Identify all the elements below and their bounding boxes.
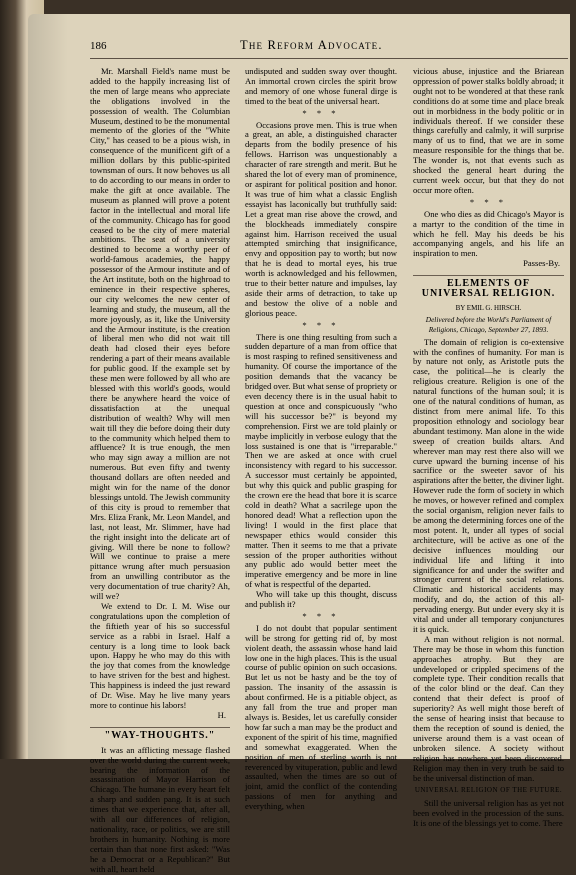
publication-title: The Reform Advocate. — [240, 38, 383, 52]
paragraph: vicious abuse, injustice and the Briarean oppression of power stalks boldly abroad; it ought not to be wondered at that these rank conditions do at some time and place break out in morbidness in the body politic or in individuals thereof. If we consider these things carefully and calmly, it will surprise many of us to find, that we are in some measure responsible for the things that be. The wonder is, not that events such as shocked the general heart during the current week occur, but that they do not occur more often. — [413, 66, 564, 195]
column-2 — [245, 66, 397, 812]
paragraph: I do not doubt that popular sentiment will be strong for getting rid of, by most violent death, the assassin whose hand laid low one in the high places. This is the usual course of public opinion on such occasions. But let us not be hasty and be the toy of passion. The insanity of the assassin is about confirmed. He is a pitiable object, as any fall from the true and proper man always is. Besides, let us carefully consider how far such a man may be the product and exponent of the spirit of his time, magnified and somewhat exaggerated. When the position of men of sterling worth is not reverenced by vituperation, public and lewd assaulted, when the times are so out of joint, amid the conflict of the contending passions of men for anything and everything, when — [245, 622, 397, 812]
section-title: ELEMENTS OF UNIVERSAL RELIGION. — [413, 275, 564, 299]
section-divider: * * * — [302, 107, 340, 118]
paragraph: Mr. Marshall Field's name must be added to the happily increasing list of the men of large means who appreciate the obligations involved in the possession of wealth. The Columbian Museum, destined to be the monumental memento of the glories of the "White City," has ceased to be a pious wish, in consequence of the munificent gift of a million dollars by this public-spirited townsman of ours. It now behoves us all to do according to our means in order to make the gift at once available. The museum as planned will prove a potent factor in the intellectual and moral life of the community. Chicago has for good ceased to be the city of mere material ambitions. The seat of a university destined to become a worthy peer of world-famous academies, the happy possessor of the Armour institute and of the Art institute, both on the highroad to eminence in their respective spheres, our city welcomes the new center of learning and study, the museum, all the more joyously, as it, like the University and the Armour institute, is the creation of liberal men who did not wait till death had closed their eyes before rendering a part of their means available for public good. If the example set by these men were followed by all who are blessed with this world's goods, would there be anywhere heard the voice of dissatisfaction at the unequal distribution of wealth? Why will men wait till they die before doing their duty to the community which helped them to affluence? It is true enough, the men who may sign away a million are not numerous. But even fifty and twenty thousand dollars are often needed and might win for the name of the donor blessings untold. The Jewish community of this city is proud to remember that Mrs. Eliza Frank, Mr. Leon Mandel, and last, not least, Mr. Slimmer, have had the right insight into the delicate art of giving. Will there be none to follow? Will we continue to praise a mere pittance wrung after much persuasion from an unwilling contributor as the very documentation of true charity? Ah, will we? — [90, 66, 230, 602]
paragraph: Occasions prove men. This is true when a great, an able, a distinguished character departs from the bodily presence of his fellows. Harrison was unquestionably a character of rare strength and merit. But he shared the lot of every man of prominence, or aspirant for political position and honor. It was true of him what a classic English essayist has laconically but truthfully said: Let a great man rise above the crowd, and the blockheads immediately conspire against him. Harrison received the usual attempted smirching that insignificance, envy and opposition pay to worth; but now that he is dead to mortal eyes, his true worth is acknowledged and his fellowmen, true to their better nature and impulses, lay aside their arms of detraction, to take up and bestow the olive of a noble and glorious peace. — [245, 119, 397, 318]
paragraph: It was an afflicting message flashed over the world during the current week, bearing the information of the assassination of Mayor Harrison of Chicago. The humane in every heart felt a sharp and sudden pang. It is at such times that we experience that, after all, with all our differences of religion, nationality, race, or politics, we are still brothers in humanity. Nothing is more certain than that none first asked: "Was he a Democrat or a Republican?" But with all, heart held — [90, 744, 230, 874]
column-1 — [90, 66, 230, 874]
signature: Passes-By. — [523, 258, 560, 269]
paragraph: One who dies as did Chicago's Mayor is a martyr to the condition of the time in which he fell. May his deeds be his accompanying angels, and his life an inspiration to men. — [413, 208, 564, 259]
page-header — [90, 38, 568, 59]
paragraph: undisputed and sudden sway over thought. An immortal crown circles the spirit brow and memory of one whose funeral dirge is timed to the beat of the universal heart. — [245, 66, 397, 106]
paragraph: Who will take up this thought, discuss and publish it? — [245, 589, 397, 610]
signature: H. — [217, 709, 226, 720]
byline: BY EMIL G. HIRSCH. — [455, 303, 522, 312]
subsection-title: UNIVERSAL RELIGION OF THE FUTURE. — [414, 786, 563, 795]
section-title: "WAY-THOUGHTS." — [90, 727, 230, 741]
column-3 — [413, 66, 564, 829]
page-number: 186 — [90, 40, 107, 52]
section-divider: * * * — [302, 610, 340, 621]
paragraph: There is one thing resulting from such a sudden departure of a man from office that is most rasping to refined sensitiveness and humanity. Of course the importance of the position demands that the vacancy be bridged over. But what sense of propriety or even decency there is in the usual habit to question at once and conspicuously "who will his successor be?" is beyond my comprehension. First we are told plainly or maybe implicitly in verbose eulogy that the loss sustained is one that is "irreparable." Then we are asked at once with cruel inconsistency with regard to his successor. A successor must certainly be appointed, but why this quick and public grasping for the crown ere the head that bore it is scarce cold in death? What a sacrilege upon the honored dead! What a reflection upon the living! I would in the first place that newspaper ethics would consider this matter. Then it seems to me that a private session of the proper authorities without any public ado would better meet the imperative emergency and be more in line of what is respectful of the departed. — [245, 331, 397, 590]
section-divider: * * * — [302, 319, 340, 330]
paragraph: Still the universal religion has as yet not been evolved in the procession of the suns. It is one of the blessings yet to come. There — [413, 798, 564, 829]
paragraph: A man without religion is not normal. There may be those in whom this function approaches atrophy. But they are undeveloped or crippled specimens of the complete type. Their condition recalls that of the color blind or the deaf. Can they contend that their defect is proof of superiority? As well might those bereft of the sense of hearing insist that because to them the reception of sound is denied, the universe around them is a vast ocean of unbroken silence. A society without religion has nowhere yet been discovered. Religion may then in very truth be said to be the universal distinction of man. — [413, 633, 564, 783]
paragraph: The domain of religion is co-extensive with the confines of humanity. For man is by nature not only, as Aristotle puts the case, the political—he is clearly the religious creature. Religion is one of the natural functions of the human soul; it is one of the natural conditions of human, as distinct from mere animal life. To this proposition ethnology and sociology bear abundant testimony. Man alone in the wide sweep of creation builds altars. And wherever man may rest there also will we curve upward the burning incense of his sacrifice or the sweeter savor of his aspirations after the better, the diviner light. However rude the form of society in which he moves, or however refined and complex the social organism, religion never fails to be among the determining forces one of the most potent. It, under all types of social architecture, will be active as one of the decisive influences moulding our individual life and lifting it into significance for and under the swifter and stronger current of the social relations. Climatic and historical accidents may modify, and do, the action of this all-pervading energy. But under every sky it is vital and under all temporary conjunctures it is quick. — [413, 336, 564, 634]
delivery-note: Delivered before the World's Parliament of Religions, Chicago, September 27, 1893. — [425, 314, 552, 334]
paragraph: We extend to Dr. I. M. Wise our congratulations upon the completion of the fiftieth year of his so successful service as a rabbi in Israel. Half a century is a long time to look back upon. Happy he who may do this with the joy that comes from the knowledge to have striven for the best and highest. This happiness is indeed the just reward of Dr. Wise. May he live many years more to continue his labors! — [90, 600, 230, 710]
section-divider: * * * — [469, 196, 508, 207]
